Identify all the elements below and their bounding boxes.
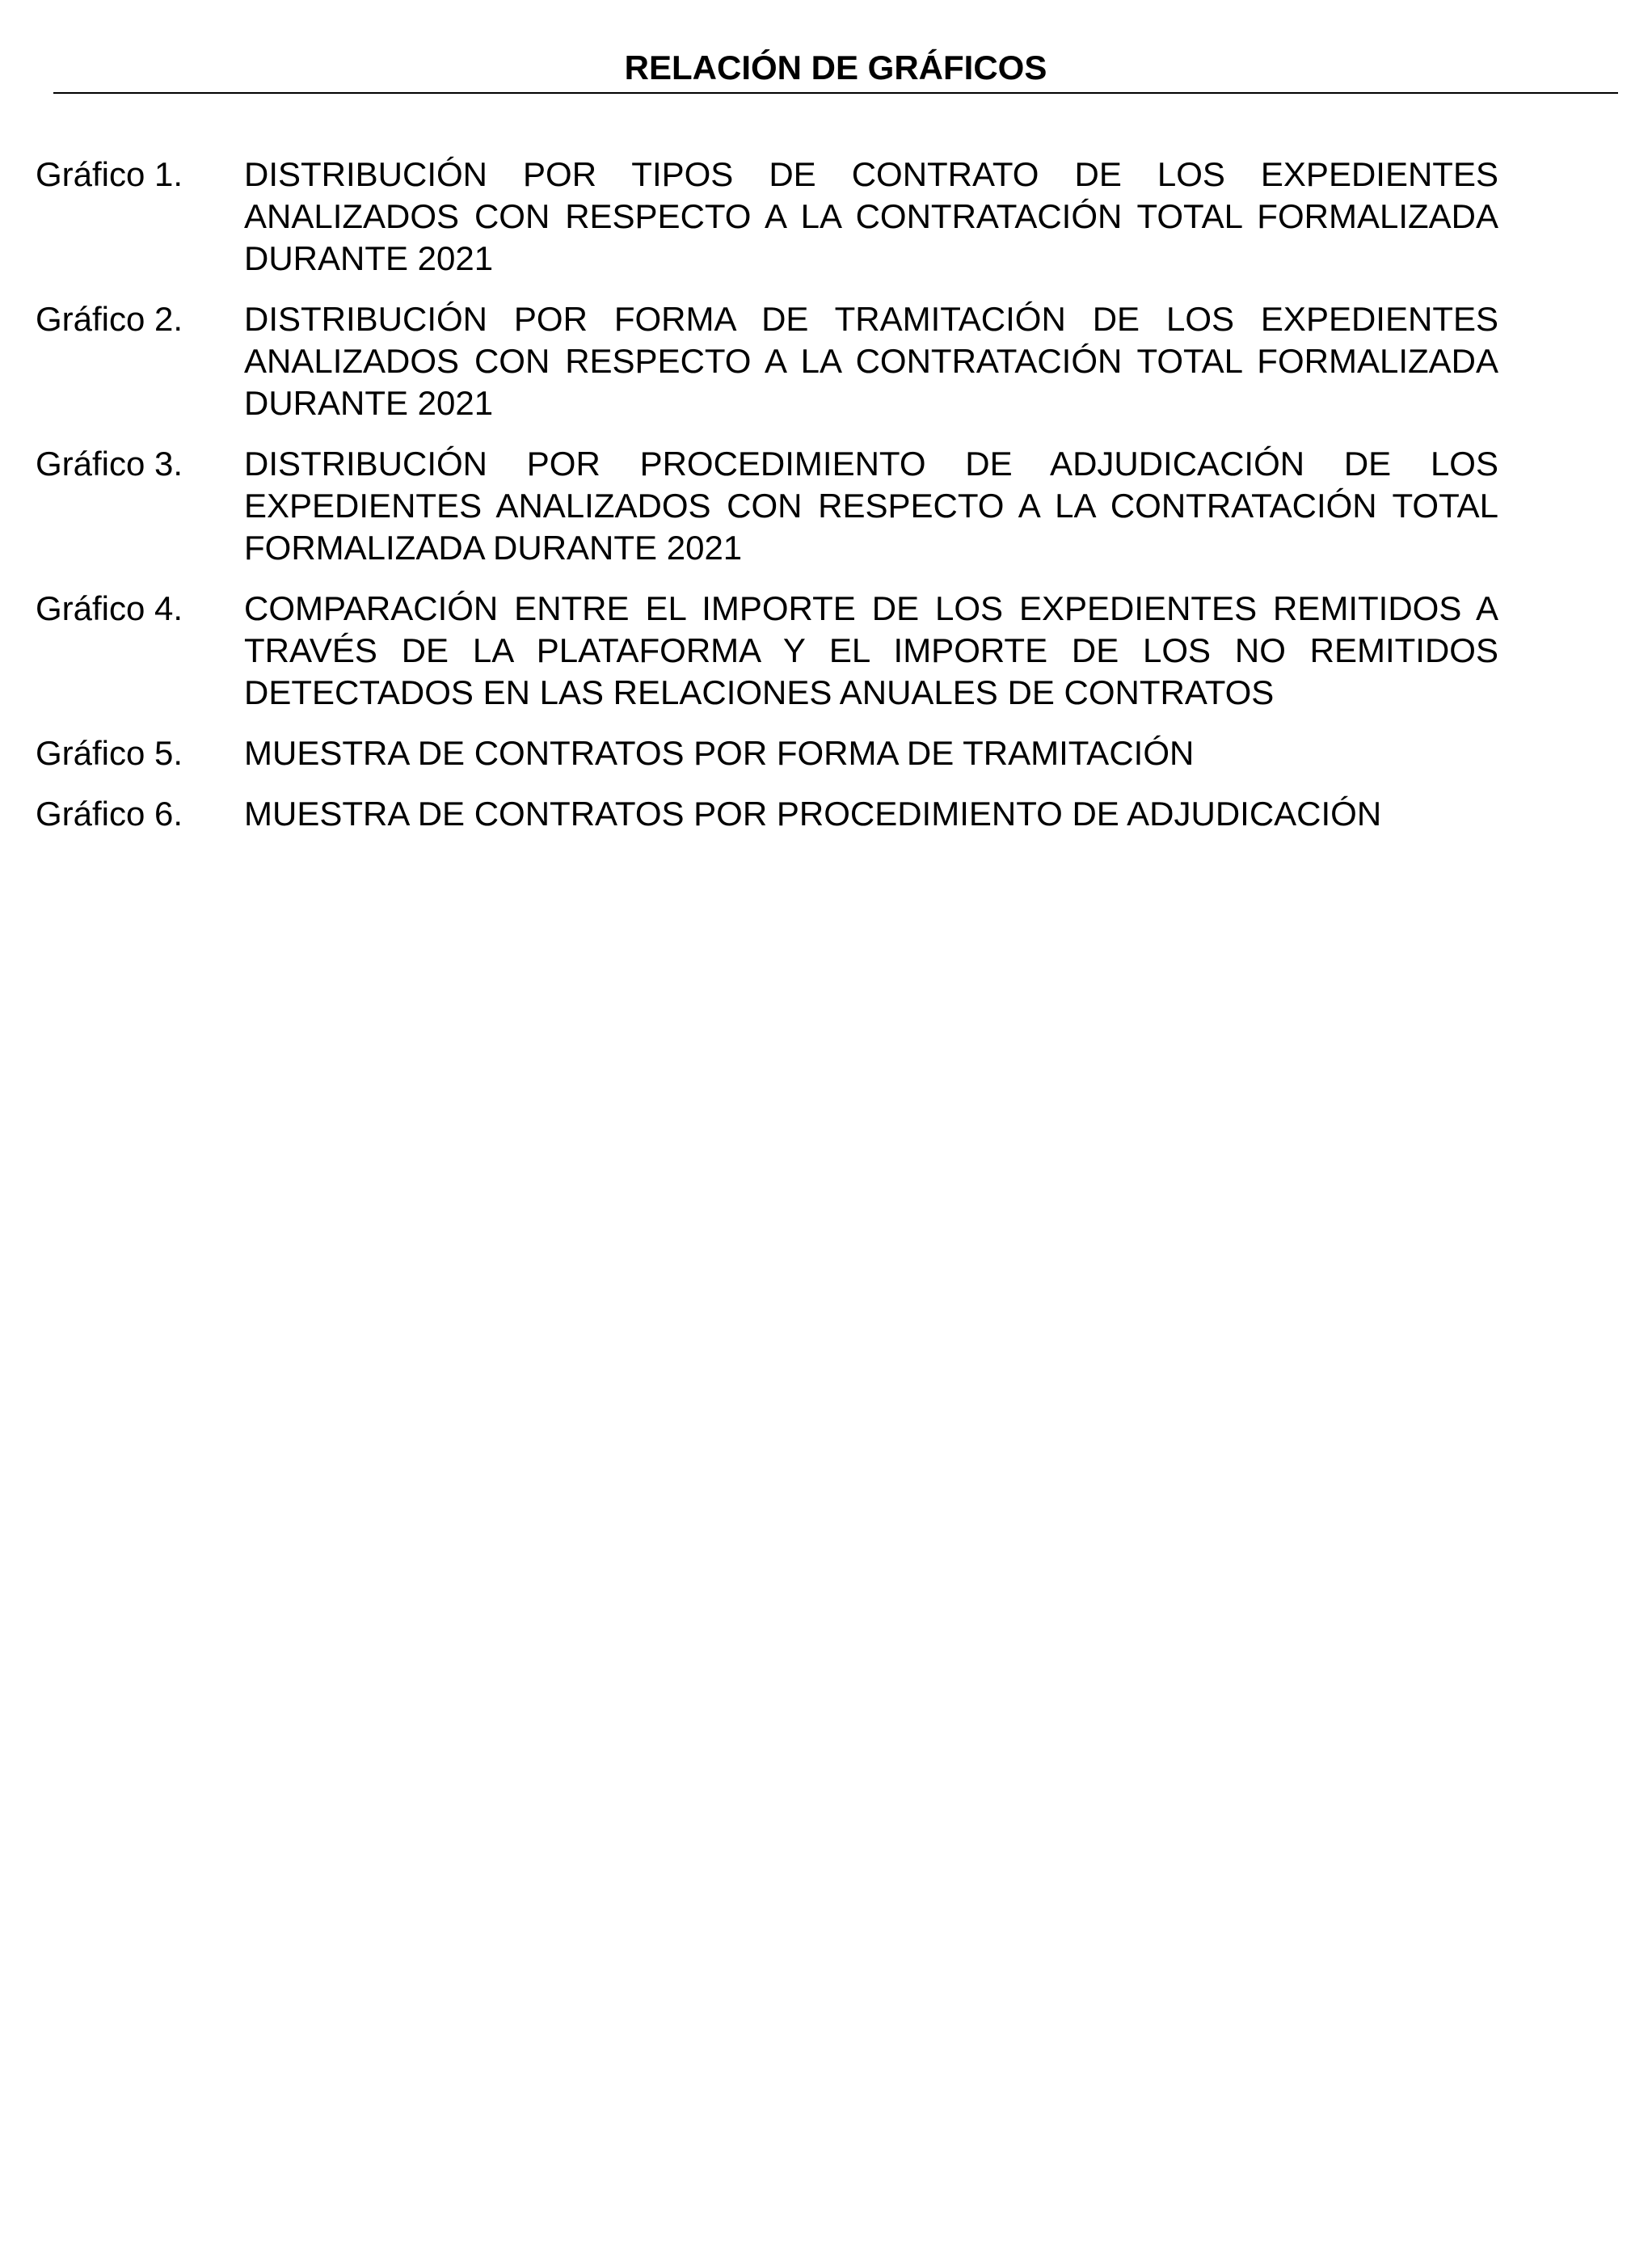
figure-caption: DISTRIBUCIÓN POR PROCEDIMIENTO DE ADJUDICACIÓN DE LOS EXPEDIENTES ANALIZADOS CON RESPECTO A LA CONTRATACIÓN TOTAL FORMALIZADA DURANTE 2021 — [244, 445, 1498, 567]
figure-entry-5[interactable] — [36, 732, 1498, 774]
figure-caption: MUESTRA DE CONTRATOS POR FORMA DE TRAMITACIÓN — [244, 734, 1195, 772]
figure-label: Gráfico 6. — [36, 795, 183, 833]
title-divider — [53, 92, 1618, 94]
figure-label: Gráfico 3. — [36, 445, 183, 483]
page-title: RELACIÓN DE GRÁFICOS — [624, 49, 1047, 86]
figure-entry-4[interactable] — [36, 588, 1498, 714]
figure-entry-2[interactable] — [36, 298, 1498, 424]
figure-label: Gráfico 2. — [36, 300, 183, 338]
figure-label: Gráfico 5. — [36, 734, 183, 772]
figure-caption: MUESTRA DE CONTRATOS POR PROCEDIMIENTO DE ADJUDICACIÓN — [244, 795, 1382, 833]
figure-label: Gráfico 4. — [36, 589, 183, 627]
figure-label: Gráfico 1. — [36, 155, 183, 193]
figure-entry-6[interactable] — [36, 793, 1498, 835]
figure-caption: COMPARACIÓN ENTRE EL IMPORTE DE LOS EXPEDIENTES REMITIDOS A TRAVÉS DE LA PLATAFORMA Y EL IMPORTE DE LOS NO REMITIDOS DETECTADOS EN LAS RELACIONES ANUALES DE CONTRATOS — [244, 589, 1498, 711]
figure-list — [36, 154, 1498, 854]
figure-entry-3[interactable] — [36, 443, 1498, 569]
figure-entry-1[interactable] — [36, 154, 1498, 280]
figure-caption: DISTRIBUCIÓN POR TIPOS DE CONTRATO DE LOS EXPEDIENTES ANALIZADOS CON RESPECTO A LA CONTRATACIÓN TOTAL FORMALIZADA DURANTE 2021 — [244, 155, 1498, 277]
figure-caption: DISTRIBUCIÓN POR FORMA DE TRAMITACIÓN DE LOS EXPEDIENTES ANALIZADOS CON RESPECTO A LA CONTRATACIÓN TOTAL FORMALIZADA DURANTE 2021 — [244, 300, 1498, 422]
